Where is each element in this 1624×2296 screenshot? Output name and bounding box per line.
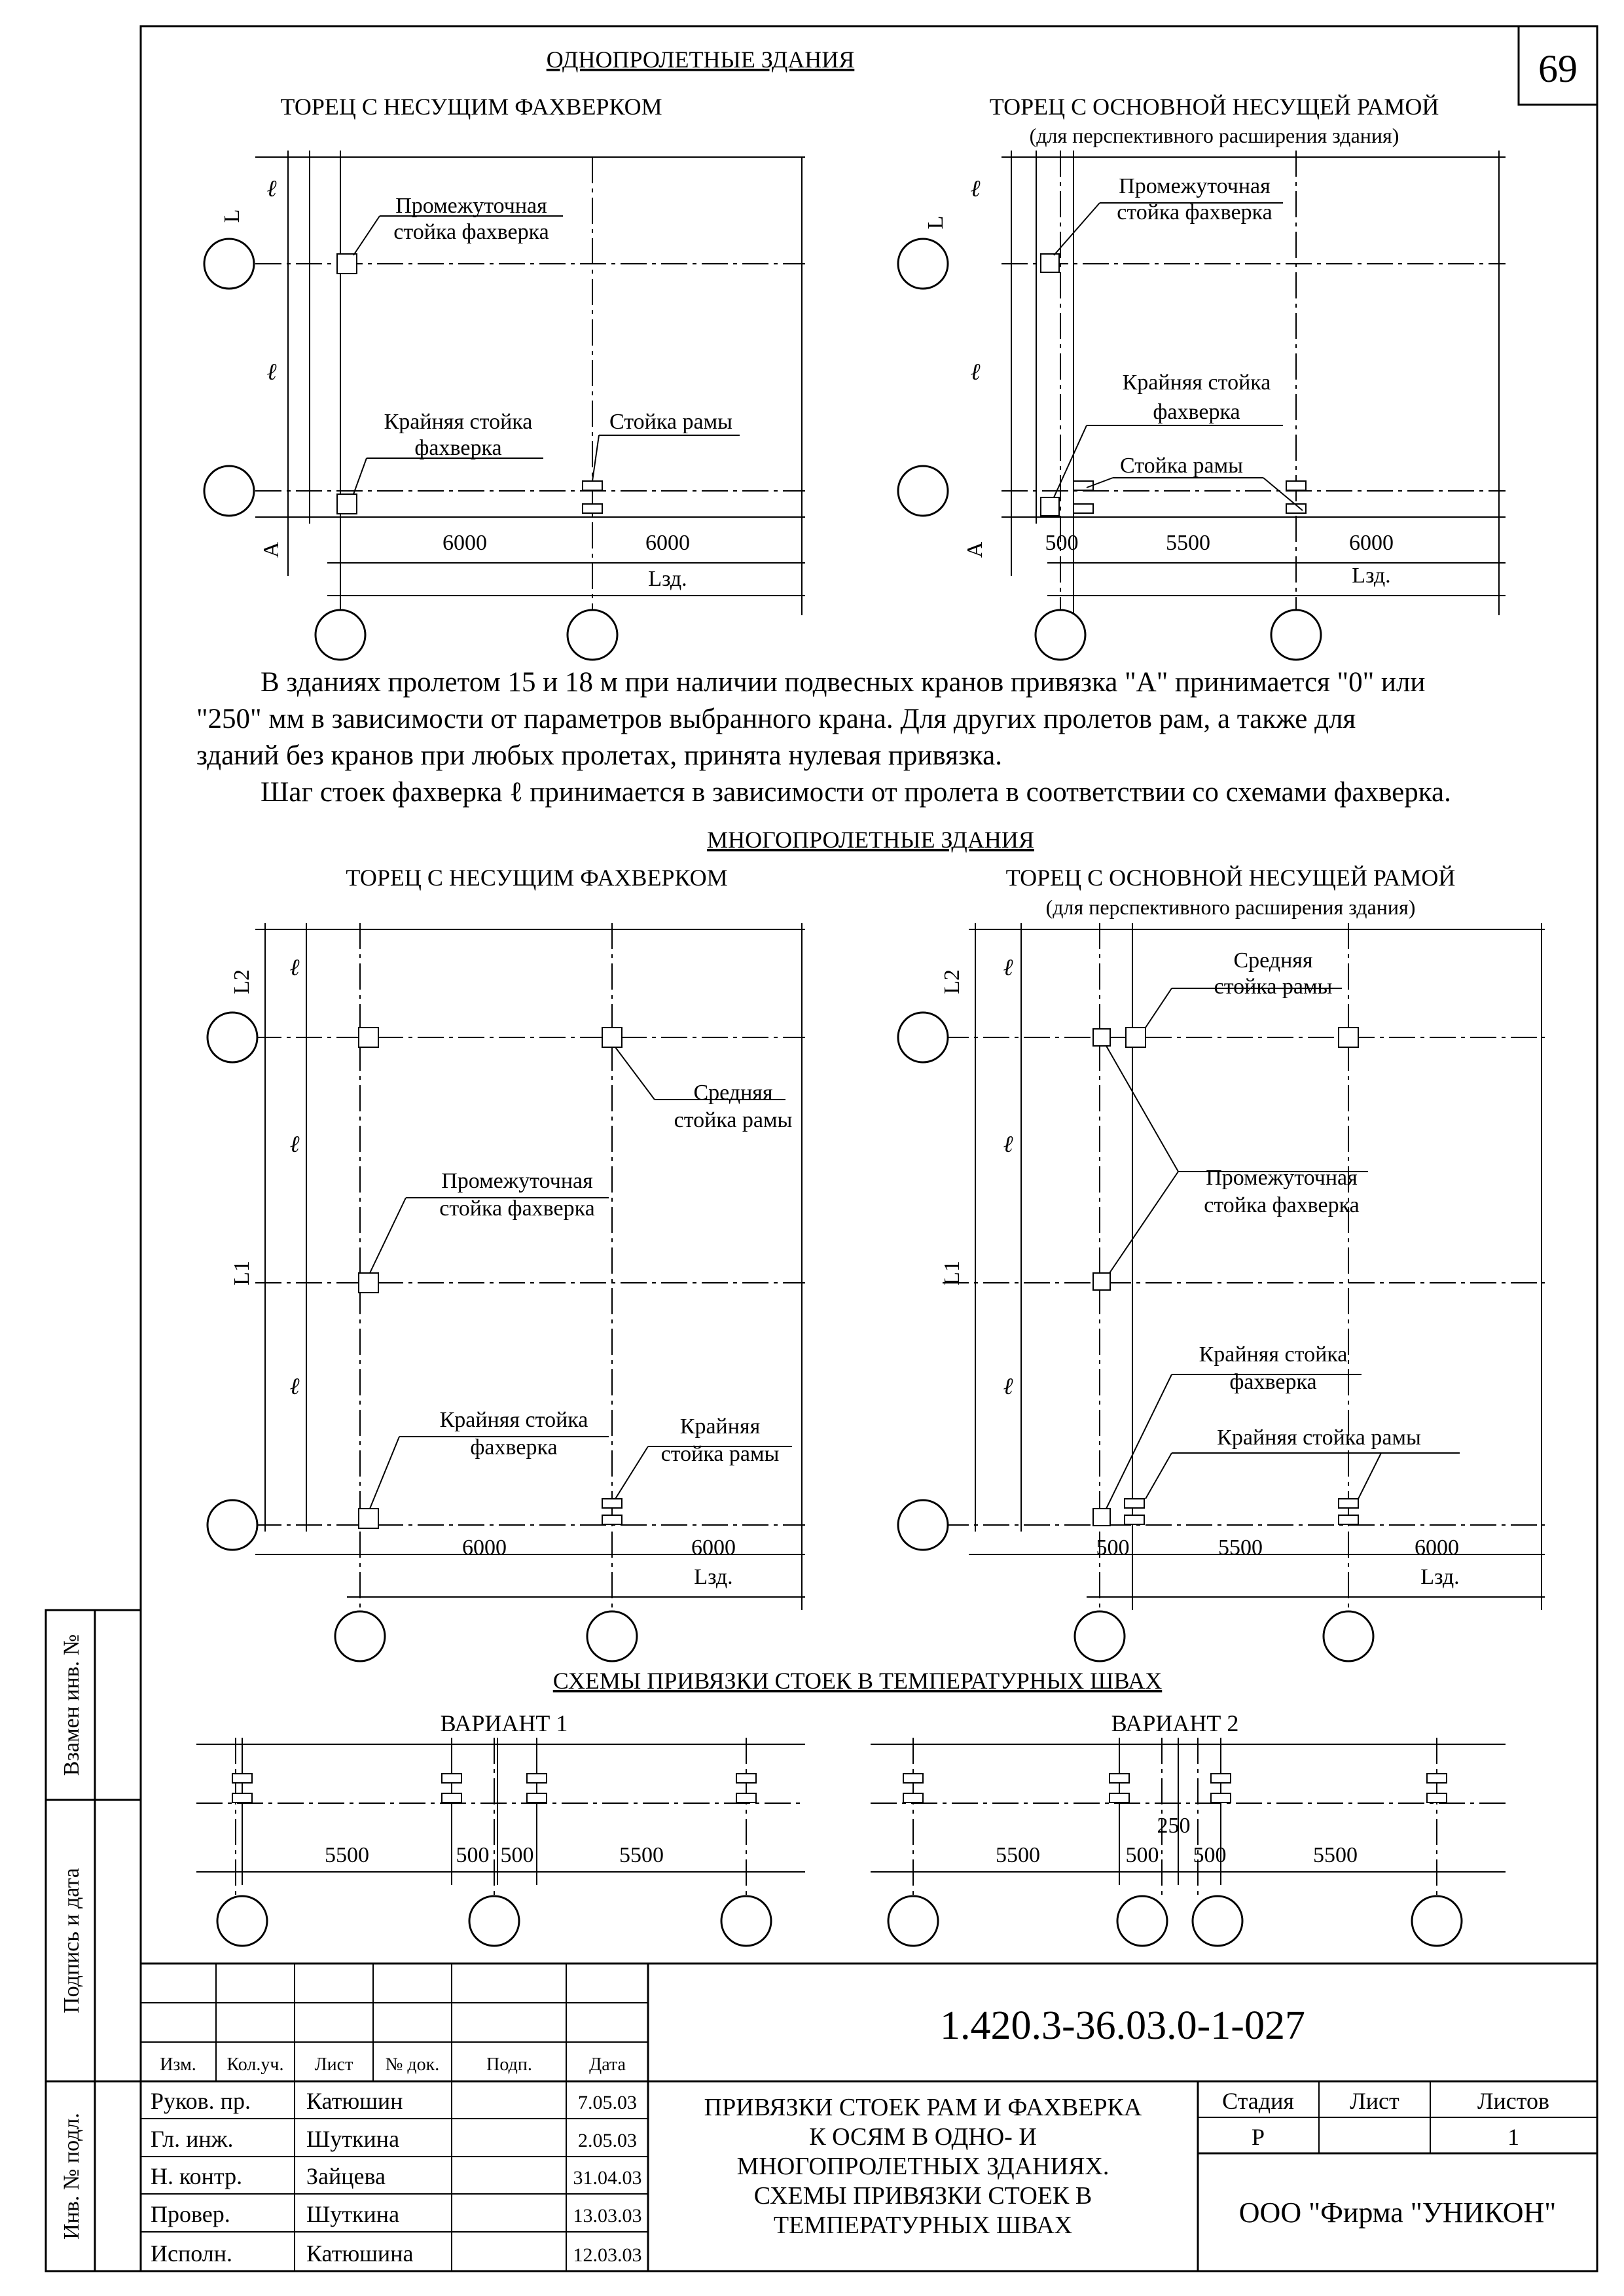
- role-0: Руков. пр.: [151, 2088, 251, 2114]
- sheet-frame: [141, 26, 1597, 2271]
- v2-dim-500-b: 500: [1193, 1843, 1227, 1867]
- sl-edge-2: фахверка: [414, 436, 502, 460]
- sl-intermediate-1: Промежуточная: [395, 194, 547, 218]
- doc-code: 1.420.3-36.03.0-1-027: [940, 2003, 1305, 2048]
- ml-edge-frame-1: Крайняя: [679, 1414, 761, 1439]
- single-span-title: ОДНОПРОЛЕТНЫЕ ЗДАНИЯ: [546, 46, 855, 73]
- sl-intermediate-2: стойка фахверка: [393, 220, 549, 244]
- v2-dim-500-a: 500: [1125, 1843, 1159, 1867]
- ml-step-2: ℓ: [289, 1131, 300, 1157]
- sr-step-2: ℓ: [970, 359, 981, 385]
- name-2: Зайцева: [306, 2163, 386, 2189]
- sheet-label: Лист: [1350, 2088, 1399, 2114]
- sheets-value: 1: [1507, 2124, 1519, 2150]
- sr-axis-L: L: [924, 215, 948, 230]
- sl-step-1: ℓ: [266, 175, 277, 202]
- sr-edge-2: фахверка: [1153, 400, 1240, 424]
- sr-frame-post: Стойка рамы: [1120, 454, 1243, 478]
- v2-dim-250: 250: [1157, 1814, 1191, 1838]
- date-3: 13.03.03: [573, 2205, 642, 2227]
- mr-intermediate-2: стойка фахверка: [1204, 1193, 1360, 1217]
- date-0: 7.05.03: [578, 2092, 637, 2113]
- multi-right-title: ТОРЕЦ С ОСНОВНОЙ НЕСУЩЕЙ РАМОЙ: [1005, 865, 1456, 891]
- date-4: 12.03.03: [573, 2244, 642, 2266]
- stage-label: Стадия: [1222, 2088, 1294, 2114]
- ml-middle-1: Средняя: [693, 1081, 773, 1105]
- mr-edge-2: фахверка: [1229, 1370, 1317, 1394]
- date-2: 31.04.03: [573, 2167, 642, 2189]
- mr-axis-L2: L2: [940, 969, 964, 994]
- name-1: Шуткина: [306, 2126, 400, 2152]
- company-name: ООО "Фирма "УНИКОН": [1238, 2197, 1557, 2229]
- date-1: 2.05.03: [578, 2130, 637, 2151]
- mr-dim-5500: 5500: [1218, 1535, 1263, 1560]
- name-0: Катюшин: [306, 2088, 403, 2114]
- sl-dim-2: 6000: [645, 531, 690, 555]
- sr-step-1: ℓ: [970, 175, 981, 202]
- single-right-title: ТОРЕЦ С ОСНОВНОЙ НЕСУЩЕЙ РАМОЙ: [989, 94, 1439, 120]
- sr-intermediate-1: Промежуточная: [1119, 174, 1271, 198]
- title-line-4: СХЕМЫ ПРИВЯЗКИ СТОЕК В: [753, 2182, 1092, 2210]
- multi-span-title: МНОГОПРОЛЕТНЫЕ ЗДАНИЯ: [707, 827, 1034, 853]
- ml-middle-2: стойка рамы: [674, 1108, 793, 1132]
- stamp-sign-date: Подпись и дата: [60, 1868, 84, 2013]
- stamp-replace-inv: Взамен инв. №: [60, 1634, 84, 1776]
- v2-dim-5500-b: 5500: [1313, 1843, 1358, 1867]
- sr-dim-5500: 5500: [1166, 531, 1210, 555]
- v1-dim-500-a: 500: [456, 1843, 490, 1867]
- sr-axis-A: A: [963, 541, 987, 558]
- hdr-sign: Подп.: [486, 2054, 532, 2075]
- joints-title: СХЕМЫ ПРИВЯЗКИ СТОЕК В ТЕМПЕРАТУРНЫХ ШВАХ: [552, 1668, 1163, 1694]
- ml-dim-2: 6000: [691, 1535, 736, 1560]
- sr-intermediate-2: стойка фахверка: [1117, 200, 1272, 224]
- variant2-scheme: [871, 1738, 1506, 1946]
- ml-axis-L1: L1: [230, 1261, 254, 1285]
- sr-edge-1: Крайняя стойка: [1122, 370, 1271, 395]
- ml-edge-1: Крайняя стойка: [439, 1408, 588, 1432]
- name-4: Катюшина: [306, 2240, 414, 2267]
- role-3: Провер.: [151, 2201, 230, 2227]
- variant2-title: ВАРИАНТ 2: [1111, 1710, 1239, 1736]
- sl-edge-1: Крайняя стойка: [384, 410, 533, 434]
- role-1: Гл. инж.: [151, 2126, 234, 2152]
- hdr-kolvo: Кол.уч.: [226, 2054, 284, 2075]
- explanatory-paragraph: [196, 664, 1558, 811]
- single-left-title: ТОРЕЦ С НЕСУЩИМ ФАХВЕРКОМ: [280, 94, 662, 120]
- paragraph-line-4: Шаг стоек фахверка ℓ принимается в зависимости от пролета в соответствии со схемами фахверка.: [261, 777, 1451, 808]
- sl-dim-1: 6000: [442, 531, 487, 555]
- v1-dim-5500-a: 5500: [325, 1843, 369, 1867]
- stage-value: Р: [1251, 2124, 1265, 2150]
- mr-edge-1: Крайняя стойка: [1199, 1342, 1348, 1367]
- single-right-subtitle: (для перспективного расширения здания): [1029, 124, 1399, 147]
- v1-dim-5500-b: 5500: [619, 1843, 664, 1867]
- stamp-inv-orig: Инв. № подл.: [60, 2113, 84, 2240]
- hdr-doc: № док.: [385, 2054, 440, 2075]
- multi-right-subtitle: (для перспективного расширения здания): [1045, 895, 1416, 919]
- hdr-izm: Изм.: [160, 2054, 196, 2075]
- ml-edge-2: фахверка: [470, 1435, 558, 1460]
- sheets-label: Листов: [1477, 2088, 1549, 2114]
- mr-middle-1: Средняя: [1233, 948, 1313, 973]
- title-line-1: ПРИВЯЗКИ СТОЕК РАМ И ФАХВЕРКА: [704, 2094, 1142, 2121]
- title-line-5: ТЕМПЕРАТУРНЫХ ШВАХ: [773, 2212, 1073, 2239]
- title-line-3: МНОГОПРОЛЕТНЫХ ЗДАНИЯХ.: [736, 2153, 1110, 2180]
- role-4: Исполн.: [151, 2240, 232, 2267]
- sl-axis-L: L: [220, 209, 244, 223]
- v2-dim-5500-a: 5500: [996, 1843, 1040, 1867]
- hdr-list: Лист: [314, 2054, 353, 2075]
- role-2: Н. контр.: [151, 2163, 243, 2189]
- variant1-scheme: [196, 1738, 805, 1946]
- sr-dim-Lzd: Lзд.: [1352, 564, 1391, 588]
- mr-dim-Lzd: Lзд.: [1420, 1565, 1460, 1589]
- paragraph-line-1: В зданиях пролетом 15 и 18 м при наличии подвесных кранов привязка "А" принимается "0" или: [261, 667, 1426, 698]
- ml-intermediate-1: Промежуточная: [441, 1169, 593, 1193]
- hdr-date: Дата: [589, 2054, 626, 2075]
- ml-axis-L2: L2: [230, 969, 254, 994]
- mr-intermediate-1: Промежуточная: [1206, 1166, 1358, 1190]
- ml-intermediate-2: стойка фахверка: [439, 1196, 595, 1221]
- sheet-number: 69: [1538, 47, 1578, 90]
- mr-dim-6000: 6000: [1415, 1535, 1459, 1560]
- mr-step-3: ℓ: [1003, 1373, 1013, 1399]
- sl-dim-Lzd: Lзд.: [648, 567, 687, 591]
- ml-dim-Lzd: Lзд.: [694, 1565, 733, 1589]
- mr-step-2: ℓ: [1003, 1131, 1013, 1157]
- paragraph-line-3: зданий без кранов при любых пролетах, принята нулевая привязка.: [196, 740, 1003, 771]
- ml-dim-1: 6000: [462, 1535, 507, 1560]
- ml-step-1: ℓ: [289, 954, 300, 980]
- name-3: Шуткина: [306, 2201, 400, 2227]
- ml-step-3: ℓ: [289, 1373, 300, 1399]
- title-line-2: К ОСЯМ В ОДНО- И: [809, 2123, 1037, 2151]
- mr-axis-L1: L1: [940, 1261, 964, 1285]
- sl-axis-A: A: [259, 541, 283, 558]
- multi-left-title: ТОРЕЦ С НЕСУЩИМ ФАХВЕРКОМ: [346, 865, 728, 891]
- mr-edge-frame: Крайняя стойка рамы: [1217, 1426, 1421, 1450]
- mr-middle-2: стойка рамы: [1214, 975, 1333, 999]
- v1-dim-500-b: 500: [500, 1843, 534, 1867]
- ml-edge-frame-2: стойка рамы: [660, 1442, 780, 1466]
- sr-dim-500: 500: [1045, 531, 1079, 555]
- sl-frame-post: Стойка рамы: [609, 410, 732, 434]
- paragraph-line-2: "250" мм в зависимости от параметров выбранного крана. Для других пролетов рам, а также для: [196, 704, 1356, 734]
- sr-dim-6000: 6000: [1349, 531, 1394, 555]
- variant1-title: ВАРИАНТ 1: [440, 1710, 568, 1736]
- sl-step-2: ℓ: [266, 359, 277, 385]
- mr-step-1: ℓ: [1003, 954, 1013, 980]
- mr-dim-500: 500: [1096, 1535, 1130, 1560]
